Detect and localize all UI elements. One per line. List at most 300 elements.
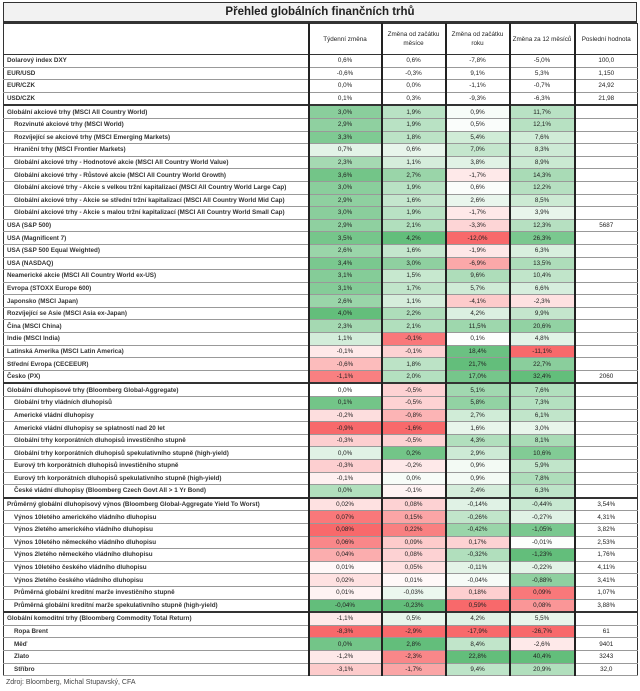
row-label: USA (NASDAQ) xyxy=(4,257,309,270)
change-12m-cell: 20,6% xyxy=(510,320,575,333)
change-12m-cell: 22,7% xyxy=(510,358,575,371)
table-row xyxy=(4,156,638,169)
mtd-change-cell: -1,7% xyxy=(382,663,446,676)
mtd-change-cell: 0,01% xyxy=(382,574,446,587)
weekly-change-cell: 1,1% xyxy=(309,333,382,346)
last-value-cell xyxy=(575,447,638,460)
mtd-change-cell: -0,1% xyxy=(382,345,446,358)
mtd-change-cell: 2,8% xyxy=(382,638,446,651)
mtd-change-cell: 1,5% xyxy=(382,270,446,283)
ytd-change-cell: 5,4% xyxy=(446,131,510,144)
ytd-change-cell: 0,6% xyxy=(446,181,510,194)
change-12m-cell: -5,0% xyxy=(510,55,575,68)
last-value-cell xyxy=(575,422,638,435)
last-value-cell: 1,150 xyxy=(575,67,638,80)
change-12m-cell: -6,3% xyxy=(510,92,575,105)
last-value-cell xyxy=(575,472,638,485)
mtd-change-cell: 0,15% xyxy=(382,511,446,524)
ytd-change-cell: -0,11% xyxy=(446,561,510,574)
row-label: Výnos 10letého německého vládního dluhopisu xyxy=(4,536,309,549)
ytd-change-cell: 5,8% xyxy=(446,397,510,410)
weekly-change-cell: -0,6% xyxy=(309,358,382,371)
table-row xyxy=(4,144,638,157)
row-label: Japonsko (MSCI Japan) xyxy=(4,295,309,308)
table-row xyxy=(4,105,638,118)
ytd-change-cell: -17,9% xyxy=(446,625,510,638)
mtd-change-cell: 1,9% xyxy=(382,118,446,131)
ytd-change-cell: 4,2% xyxy=(446,307,510,320)
change-12m-cell: 32,4% xyxy=(510,370,575,383)
last-value-cell xyxy=(575,105,638,118)
header-weekly-change: Týdenní změna xyxy=(309,24,382,55)
change-12m-cell: -11,1% xyxy=(510,345,575,358)
weekly-change-cell: -3,1% xyxy=(309,663,382,676)
ytd-change-cell: 7,0% xyxy=(446,144,510,157)
ytd-change-cell: 5,1% xyxy=(446,383,510,396)
last-value-cell xyxy=(575,232,638,245)
row-label: Stříbro xyxy=(4,663,309,676)
ytd-change-cell: 0,17% xyxy=(446,536,510,549)
weekly-change-cell: 0,0% xyxy=(309,485,382,498)
weekly-change-cell: -0,3% xyxy=(309,460,382,473)
mtd-change-cell: 1,9% xyxy=(382,105,446,118)
table-row xyxy=(4,434,638,447)
table-row xyxy=(4,574,638,587)
row-label: Eurový trh korporátních dluhopisů investičního stupně xyxy=(4,460,309,473)
ytd-change-cell: 17,0% xyxy=(446,370,510,383)
weekly-change-cell: 2,9% xyxy=(309,118,382,131)
mtd-change-cell: 2,2% xyxy=(382,307,446,320)
ytd-change-cell: 0,5% xyxy=(446,118,510,131)
header-mtd-change: Změna od začátku měsíce xyxy=(382,24,446,55)
ytd-change-cell: 8,4% xyxy=(446,638,510,651)
mtd-change-cell: 2,1% xyxy=(382,219,446,232)
mtd-change-cell: 1,1% xyxy=(382,156,446,169)
mtd-change-cell: 1,9% xyxy=(382,181,446,194)
change-12m-cell: 6,3% xyxy=(510,244,575,257)
row-label: Americké vládní dluhopisy se splatností nad 20 let xyxy=(4,422,309,435)
row-label: Hraniční trhy (MSCI Frontier Markets) xyxy=(4,144,309,157)
mtd-change-cell: 1,6% xyxy=(382,244,446,257)
table-row xyxy=(4,422,638,435)
ytd-change-cell: 0,18% xyxy=(446,586,510,599)
mtd-change-cell: 0,08% xyxy=(382,549,446,562)
row-label: České vládní dluhopisy (Bloomberg Czech Govt All > 1 Yr Bond) xyxy=(4,485,309,498)
row-label: Výnos 10letého českého vládního dluhopisu xyxy=(4,561,309,574)
ytd-change-cell: -0,32% xyxy=(446,549,510,562)
change-12m-cell: 8,3% xyxy=(510,144,575,157)
row-label: Globální akciové trhy - Růstové akcie (MSCI All Country World Growth) xyxy=(4,169,309,182)
weekly-change-cell: 0,04% xyxy=(309,549,382,562)
ytd-change-cell: -12,0% xyxy=(446,232,510,245)
ytd-change-cell: 0,59% xyxy=(446,599,510,612)
table-row xyxy=(4,383,638,396)
table-row xyxy=(4,358,638,371)
last-value-cell xyxy=(575,270,638,283)
last-value-cell xyxy=(575,409,638,422)
ytd-change-cell: -0,14% xyxy=(446,498,510,511)
change-12m-cell: 12,2% xyxy=(510,181,575,194)
mtd-change-cell: 1,7% xyxy=(382,282,446,295)
mtd-change-cell: 1,6% xyxy=(382,194,446,207)
last-value-cell xyxy=(575,118,638,131)
row-label: Rozvíjející se akciové trhy (MSCI Emerging Markets) xyxy=(4,131,309,144)
ytd-change-cell: 0,1% xyxy=(446,333,510,346)
mtd-change-cell: -0,5% xyxy=(382,434,446,447)
row-label: EUR/CZK xyxy=(4,80,309,93)
weekly-change-cell: 0,0% xyxy=(309,383,382,396)
weekly-change-cell: 4,0% xyxy=(309,307,382,320)
ytd-change-cell: -1,9% xyxy=(446,244,510,257)
mtd-change-cell: -2,9% xyxy=(382,625,446,638)
table-row xyxy=(4,92,638,105)
mtd-change-cell: 1,1% xyxy=(382,295,446,308)
ytd-change-cell: 2,7% xyxy=(446,409,510,422)
table-row xyxy=(4,370,638,383)
last-value-cell xyxy=(575,612,638,625)
ytd-change-cell: 0,9% xyxy=(446,460,510,473)
ytd-change-cell: 0,9% xyxy=(446,105,510,118)
row-label: Globální akciové trhy - Akcie se střední tržní kapitalizací (MSCI All Country World Mid Cap) xyxy=(4,194,309,207)
weekly-change-cell: 0,02% xyxy=(309,498,382,511)
row-label: USA (S&P 500 Equal Weighted) xyxy=(4,244,309,257)
mtd-change-cell: 0,05% xyxy=(382,561,446,574)
table-row xyxy=(4,523,638,536)
mtd-change-cell: 0,09% xyxy=(382,536,446,549)
change-12m-cell: 10,4% xyxy=(510,270,575,283)
table-row xyxy=(4,80,638,93)
weekly-change-cell: -1,1% xyxy=(309,612,382,625)
row-label: Latinská Amerika (MSCI Latin America) xyxy=(4,345,309,358)
row-label: Výnos 10letého amerického vládního dluhopisu xyxy=(4,511,309,524)
table-row xyxy=(4,561,638,574)
row-label: Průměrný globální dluhopisový výnos (Bloomberg Global-Aggregate Yield To Worst) xyxy=(4,498,309,511)
table-row xyxy=(4,586,638,599)
ytd-change-cell: -3,3% xyxy=(446,219,510,232)
mtd-change-cell: -0,8% xyxy=(382,409,446,422)
change-12m-cell: 4,8% xyxy=(510,333,575,346)
row-label: Průměrná globální kreditní marže investičního stupně xyxy=(4,586,309,599)
last-value-cell xyxy=(575,345,638,358)
ytd-change-cell: -6,9% xyxy=(446,257,510,270)
last-value-cell: 3,41% xyxy=(575,574,638,587)
ytd-change-cell: -7,8% xyxy=(446,55,510,68)
ytd-change-cell: -1,7% xyxy=(446,169,510,182)
ytd-change-cell: 9,4% xyxy=(446,663,510,676)
table-row xyxy=(4,549,638,562)
row-label: Globální trhy korporátních dluhopisů investičního stupně xyxy=(4,434,309,447)
change-12m-cell: -0,22% xyxy=(510,561,575,574)
row-label: Výnos 2letého německého vládního dluhopisu xyxy=(4,549,309,562)
last-value-cell xyxy=(575,244,638,257)
weekly-change-cell: 3,0% xyxy=(309,105,382,118)
change-12m-cell: 26,3% xyxy=(510,232,575,245)
table-row xyxy=(4,612,638,625)
weekly-change-cell: -1,2% xyxy=(309,650,382,663)
table-row xyxy=(4,498,638,511)
row-label: Globální trhy korporátních dluhopisů spekulativního stupně (high-yield) xyxy=(4,447,309,460)
row-label: Čína (MSCI China) xyxy=(4,320,309,333)
mtd-change-cell: 3,0% xyxy=(382,257,446,270)
weekly-change-cell: -0,1% xyxy=(309,345,382,358)
market-overview-table xyxy=(3,23,638,676)
row-label: Dolarový index DXY xyxy=(4,55,309,68)
ytd-change-cell: -9,3% xyxy=(446,92,510,105)
row-label: Rozvinuté akciové trhy (MSCI World) xyxy=(4,118,309,131)
mtd-change-cell: -0,1% xyxy=(382,485,446,498)
change-12m-cell: 12,1% xyxy=(510,118,575,131)
weekly-change-cell: 0,6% xyxy=(309,55,382,68)
table-row xyxy=(4,472,638,485)
weekly-change-cell: 3,4% xyxy=(309,257,382,270)
ytd-change-cell: -0,42% xyxy=(446,523,510,536)
mtd-change-cell: -0,5% xyxy=(382,397,446,410)
table-row xyxy=(4,194,638,207)
weekly-change-cell: 2,3% xyxy=(309,156,382,169)
change-12m-cell: 7,3% xyxy=(510,397,575,410)
table-row xyxy=(4,536,638,549)
row-label: Indie (MSCI India) xyxy=(4,333,309,346)
ytd-change-cell: -1,1% xyxy=(446,80,510,93)
table-row xyxy=(4,55,638,68)
mtd-change-cell: 1,9% xyxy=(382,207,446,220)
change-12m-cell: 8,1% xyxy=(510,434,575,447)
mtd-change-cell: 0,0% xyxy=(382,80,446,93)
mtd-change-cell: 0,6% xyxy=(382,144,446,157)
weekly-change-cell: -0,2% xyxy=(309,409,382,422)
table-row xyxy=(4,345,638,358)
weekly-change-cell: 0,01% xyxy=(309,561,382,574)
mtd-change-cell: 0,22% xyxy=(382,523,446,536)
change-12m-cell: -1,23% xyxy=(510,549,575,562)
change-12m-cell: 5,3% xyxy=(510,67,575,80)
change-12m-cell: -0,44% xyxy=(510,498,575,511)
mtd-change-cell: -0,03% xyxy=(382,586,446,599)
last-value-cell: 3,88% xyxy=(575,599,638,612)
table-row xyxy=(4,511,638,524)
table-row xyxy=(4,320,638,333)
weekly-change-cell: 0,07% xyxy=(309,511,382,524)
row-label: Česko (PX) xyxy=(4,370,309,383)
mtd-change-cell: -2,3% xyxy=(382,650,446,663)
last-value-cell xyxy=(575,397,638,410)
ytd-change-cell: 0,9% xyxy=(446,472,510,485)
table-row xyxy=(4,181,638,194)
ytd-change-cell: 2,4% xyxy=(446,485,510,498)
ytd-change-cell: 4,3% xyxy=(446,434,510,447)
ytd-change-cell: 2,9% xyxy=(446,447,510,460)
last-value-cell: 1,76% xyxy=(575,549,638,562)
last-value-cell: 100,0 xyxy=(575,55,638,68)
ytd-change-cell: -4,1% xyxy=(446,295,510,308)
change-12m-cell: 0,08% xyxy=(510,599,575,612)
change-12m-cell: 7,6% xyxy=(510,131,575,144)
change-12m-cell: 7,6% xyxy=(510,383,575,396)
row-label: USD/CZK xyxy=(4,92,309,105)
change-12m-cell: 13,5% xyxy=(510,257,575,270)
change-12m-cell: -1,05% xyxy=(510,523,575,536)
row-label: Globální akciové trhy - Akcie s velkou tržní kapitalizací (MSCI All Country World Large Cap) xyxy=(4,181,309,194)
row-label: Průměrná globální kreditní marže spekulativního stupně (high-yield) xyxy=(4,599,309,612)
header-12m-change: Změna za 12 měsíců xyxy=(510,24,575,55)
ytd-change-cell: 9,6% xyxy=(446,270,510,283)
last-value-cell xyxy=(575,181,638,194)
last-value-cell: 9401 xyxy=(575,638,638,651)
last-value-cell xyxy=(575,257,638,270)
table-row xyxy=(4,663,638,676)
weekly-change-cell: -8,3% xyxy=(309,625,382,638)
last-value-cell xyxy=(575,144,638,157)
last-value-cell xyxy=(575,156,638,169)
header-last-value: Poslední hodnota xyxy=(575,24,638,55)
ytd-change-cell: 22,8% xyxy=(446,650,510,663)
ytd-change-cell: 18,4% xyxy=(446,345,510,358)
last-value-cell: 5687 xyxy=(575,219,638,232)
last-value-cell xyxy=(575,282,638,295)
weekly-change-cell: -1,1% xyxy=(309,370,382,383)
last-value-cell: 21,98 xyxy=(575,92,638,105)
row-label: Zlato xyxy=(4,650,309,663)
weekly-change-cell: 0,0% xyxy=(309,80,382,93)
mtd-change-cell: 2,1% xyxy=(382,320,446,333)
header-label xyxy=(4,24,309,55)
weekly-change-cell: 3,0% xyxy=(309,181,382,194)
change-12m-cell: 6,3% xyxy=(510,485,575,498)
mtd-change-cell: 1,8% xyxy=(382,358,446,371)
last-value-cell xyxy=(575,194,638,207)
source-note: Zdroj: Bloomberg, Michal Stupavský, CFA xyxy=(6,679,136,687)
ytd-change-cell: 4,2% xyxy=(446,612,510,625)
weekly-change-cell: -0,3% xyxy=(309,434,382,447)
table-row xyxy=(4,207,638,220)
row-label: Eurový trh korporátních dluhopisů spekulativního stupně (high-yield) xyxy=(4,472,309,485)
weekly-change-cell: 2,6% xyxy=(309,295,382,308)
table-row xyxy=(4,169,638,182)
mtd-change-cell: 0,08% xyxy=(382,498,446,511)
last-value-cell xyxy=(575,307,638,320)
table-row xyxy=(4,485,638,498)
row-label: Výnos 2letého českého vládního dluhopisu xyxy=(4,574,309,587)
table-row xyxy=(4,599,638,612)
weekly-change-cell: 3,3% xyxy=(309,131,382,144)
market-overview-table-container xyxy=(3,2,637,686)
change-12m-cell: 6,6% xyxy=(510,282,575,295)
header-row xyxy=(4,24,638,55)
mtd-change-cell: 1,8% xyxy=(382,131,446,144)
row-label: Rozvíjející se Asie (MSCI Asia ex-Japan) xyxy=(4,307,309,320)
ytd-change-cell: 2,6% xyxy=(446,194,510,207)
last-value-cell xyxy=(575,295,638,308)
change-12m-cell: 7,8% xyxy=(510,472,575,485)
table-title: Přehled globálních finančních trhů xyxy=(3,2,637,23)
table-row xyxy=(4,131,638,144)
mtd-change-cell: -0,3% xyxy=(382,67,446,80)
table-row xyxy=(4,397,638,410)
last-value-cell xyxy=(575,460,638,473)
table-body xyxy=(4,55,638,676)
mtd-change-cell: -1,6% xyxy=(382,422,446,435)
ytd-change-cell: -0,26% xyxy=(446,511,510,524)
last-value-cell: 61 xyxy=(575,625,638,638)
weekly-change-cell: 3,6% xyxy=(309,169,382,182)
last-value-cell: 32,0 xyxy=(575,663,638,676)
change-12m-cell: 8,9% xyxy=(510,156,575,169)
weekly-change-cell: 0,7% xyxy=(309,144,382,157)
table-row xyxy=(4,270,638,283)
weekly-change-cell: 2,6% xyxy=(309,244,382,257)
weekly-change-cell: 2,9% xyxy=(309,219,382,232)
weekly-change-cell: 3,1% xyxy=(309,270,382,283)
ytd-change-cell: 11,5% xyxy=(446,320,510,333)
row-label: Globální akciové trhy (MSCI All Country World) xyxy=(4,105,309,118)
row-label: Globální dluhopisové trhy (Bloomberg Global-Aggregate) xyxy=(4,383,309,396)
last-value-cell: 3,82% xyxy=(575,523,638,536)
change-12m-cell: 12,3% xyxy=(510,219,575,232)
last-value-cell xyxy=(575,333,638,346)
last-value-cell xyxy=(575,169,638,182)
last-value-cell: 4,31% xyxy=(575,511,638,524)
change-12m-cell: 5,9% xyxy=(510,460,575,473)
table-row xyxy=(4,232,638,245)
row-label: Výnos 2letého amerického vládního dluhopisu xyxy=(4,523,309,536)
weekly-change-cell: 3,1% xyxy=(309,282,382,295)
change-12m-cell: -0,01% xyxy=(510,536,575,549)
table-row xyxy=(4,67,638,80)
change-12m-cell: 0,09% xyxy=(510,586,575,599)
change-12m-cell: 20,9% xyxy=(510,663,575,676)
change-12m-cell: 40,4% xyxy=(510,650,575,663)
weekly-change-cell: 0,0% xyxy=(309,447,382,460)
weekly-change-cell: 0,06% xyxy=(309,536,382,549)
mtd-change-cell: 0,3% xyxy=(382,92,446,105)
ytd-change-cell: -0,04% xyxy=(446,574,510,587)
table-row xyxy=(4,118,638,131)
ytd-change-cell: 3,8% xyxy=(446,156,510,169)
weekly-change-cell: 0,0% xyxy=(309,638,382,651)
change-12m-cell: -0,7% xyxy=(510,80,575,93)
ytd-change-cell: 9,1% xyxy=(446,67,510,80)
change-12m-cell: 9,9% xyxy=(510,307,575,320)
last-value-cell xyxy=(575,383,638,396)
row-label: USA (S&P 500) xyxy=(4,219,309,232)
change-12m-cell: -0,88% xyxy=(510,574,575,587)
change-12m-cell: 3,9% xyxy=(510,207,575,220)
mtd-change-cell: -0,1% xyxy=(382,333,446,346)
last-value-cell: 2,53% xyxy=(575,536,638,549)
change-12m-cell: 5,5% xyxy=(510,612,575,625)
weekly-change-cell: -0,6% xyxy=(309,67,382,80)
weekly-change-cell: 0,02% xyxy=(309,574,382,587)
change-12m-cell: 3,0% xyxy=(510,422,575,435)
table-row xyxy=(4,244,638,257)
row-label: Evropa (STOXX Europe 600) xyxy=(4,282,309,295)
row-label: Globální akciové trhy - Hodnotové akcie (MSCI All Country World Value) xyxy=(4,156,309,169)
header-ytd-change: Změna od začátku roku xyxy=(446,24,510,55)
mtd-change-cell: 4,2% xyxy=(382,232,446,245)
table-row xyxy=(4,257,638,270)
row-label: Globální komoditní trhy (Bloomberg Commodity Total Return) xyxy=(4,612,309,625)
table-row xyxy=(4,650,638,663)
change-12m-cell: 8,5% xyxy=(510,194,575,207)
table-row xyxy=(4,409,638,422)
row-label: Globální trhy vládních dluhopisů xyxy=(4,397,309,410)
mtd-change-cell: -0,23% xyxy=(382,599,446,612)
table-row xyxy=(4,625,638,638)
weekly-change-cell: 0,1% xyxy=(309,92,382,105)
last-value-cell: 1,07% xyxy=(575,586,638,599)
row-label: EUR/USD xyxy=(4,67,309,80)
weekly-change-cell: 0,08% xyxy=(309,523,382,536)
